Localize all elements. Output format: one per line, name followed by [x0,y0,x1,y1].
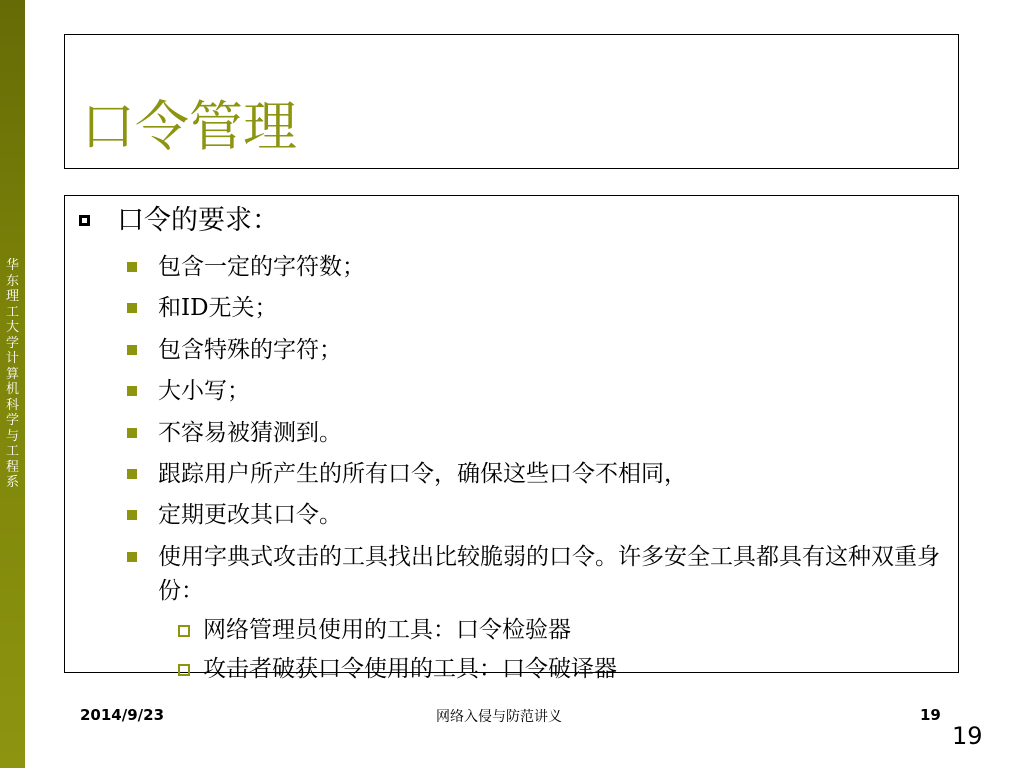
footer-date: 2014/9/23 [80,706,165,724]
list-item-text: 不容易被猜测到。 [158,419,342,446]
filled-square-bullet-icon [127,345,137,355]
sub-list-item-text: 网络管理员使用的工具：口令检验器 [203,617,571,643]
requirements-list [127,250,947,615]
list-item [127,250,947,284]
title-frame [64,34,959,169]
heading-label: 口令的要求： [117,205,279,236]
list-item-text: 使用字典式攻击的工具找出比较脆弱的口令。许多安全工具都具有这种双重身份： [158,543,940,604]
sub-list-item-text: 攻击者破获口令使用的工具：口令破译器 [203,656,617,682]
filled-square-bullet-icon [127,386,137,396]
footer-title: 网络入侵与防范讲义 [436,709,562,725]
list-item-text: 定期更改其口令。 [158,502,342,529]
list-item [127,457,947,491]
list-item-text: 大小写； [158,378,250,405]
list-item [127,333,947,367]
list-item [127,416,947,450]
filled-square-bullet-icon [127,552,137,562]
list-item-text: 跟踪用户所产生的所有口令，确保这些口令不相同， [158,460,687,487]
slide-title: 口令管理 [81,95,297,158]
filled-square-bullet-icon [127,262,137,272]
filled-square-bullet-icon [127,303,137,313]
list-item-text: 包含一定的字符数； [158,254,365,280]
list-item-text: 和ID无关； [158,295,278,322]
filled-square-bullet-icon [127,510,137,520]
left-sidebar-bar [0,0,25,768]
slide-number: 19 [952,722,983,750]
filled-square-bullet-icon [127,428,137,438]
list-item-text: 包含特殊的字符； [158,336,342,363]
sidebar-vertical-text: 华东理工大学计算机科学与工程系 [5,258,19,490]
hollow-square-bullet-icon [178,625,190,637]
square-bullet-icon [79,215,90,226]
filled-square-bullet-icon [127,469,137,479]
footer-page-number: 19 [920,706,941,724]
list-item [127,374,947,408]
hollow-square-bullet-icon [178,664,190,676]
list-item [127,291,947,325]
list-item [127,498,947,532]
list-item [127,540,947,608]
